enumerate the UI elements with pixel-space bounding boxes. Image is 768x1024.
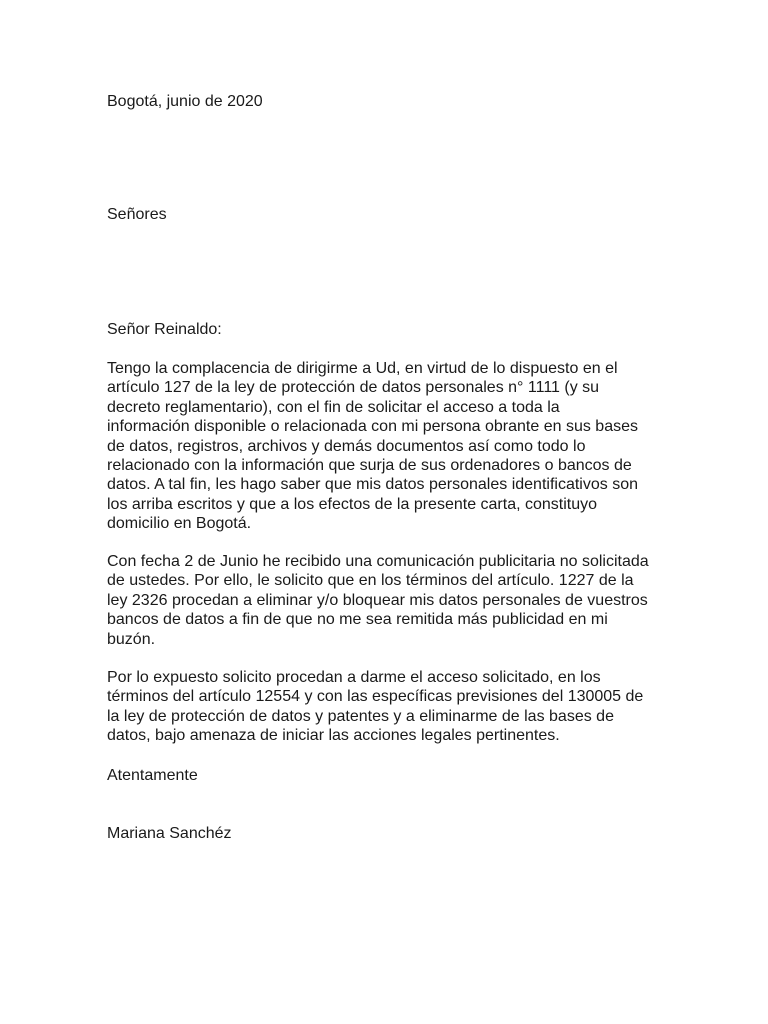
letter-closing: Atentamente [107, 767, 198, 784]
paragraph-line: los arriba escritos y que a los efectos de la presente carta, constituyo [107, 495, 598, 513]
paragraph-line: Con fecha 2 de Junio he recibido una comunicación publicitaria no solicitada [107, 553, 649, 570]
letter-paragraph-1 [107, 359, 667, 534]
paragraph-line: la ley de protección de datos y patentes y a eliminarme de las bases de [107, 707, 614, 725]
paragraph-line: información disponible o relacionada con mi persona obrante en sus bases [107, 418, 638, 436]
letter-signature: Mariana Sanchéz [107, 825, 232, 842]
paragraph-line: de datos, registros, archivos y demás documentos así como todo lo [107, 437, 586, 455]
paragraph-line: datos. A tal fin, les hago saber que mis datos personales identificativos son [107, 476, 638, 494]
paragraph-line: domicilio en Bogotá. [107, 515, 252, 533]
letter-paragraph-3 [107, 668, 667, 746]
paragraph-line: términos del artículo 12554 y con las específicas previsiones del 130005 de [107, 688, 644, 706]
paragraph-line: bancos de datos a fin de que no me sea remitida más publicidad en mi [107, 611, 608, 629]
paragraph-line: datos, bajo amenaza de iniciar las acciones legales pertinentes. [107, 727, 560, 745]
paragraph-line: Tengo la complacencia de dirigirme a Ud, en virtud de lo dispuesto en el [107, 360, 618, 377]
paragraph-line: ley 2326 procedan a eliminar y/o bloquear mis datos personales de vuestros [107, 591, 648, 609]
letter-date: Bogotá, junio de 2020 [107, 93, 263, 110]
paragraph-line: Por lo expuesto solicito procedan a darme el acceso solicitado, en los [107, 669, 601, 686]
paragraph-line: de ustedes. Por ello, le solicito que en los términos del artículo. 1227 de la [107, 572, 634, 590]
letter-addressee: Señores [107, 206, 167, 223]
paragraph-line: artículo 127 de la ley de protección de datos personales n° 1111 (y su [107, 379, 600, 397]
paragraph-line: decreto reglamentario), con el fin de solicitar el acceso a toda la [107, 398, 560, 416]
letter-salutation: Señor Reinaldo: [107, 321, 222, 338]
letter-paragraph-2 [107, 552, 667, 649]
paragraph-line: buzón. [107, 630, 156, 648]
paragraph-line: relacionado con la información que surja de sus ordenadores o bancos de [107, 457, 632, 475]
